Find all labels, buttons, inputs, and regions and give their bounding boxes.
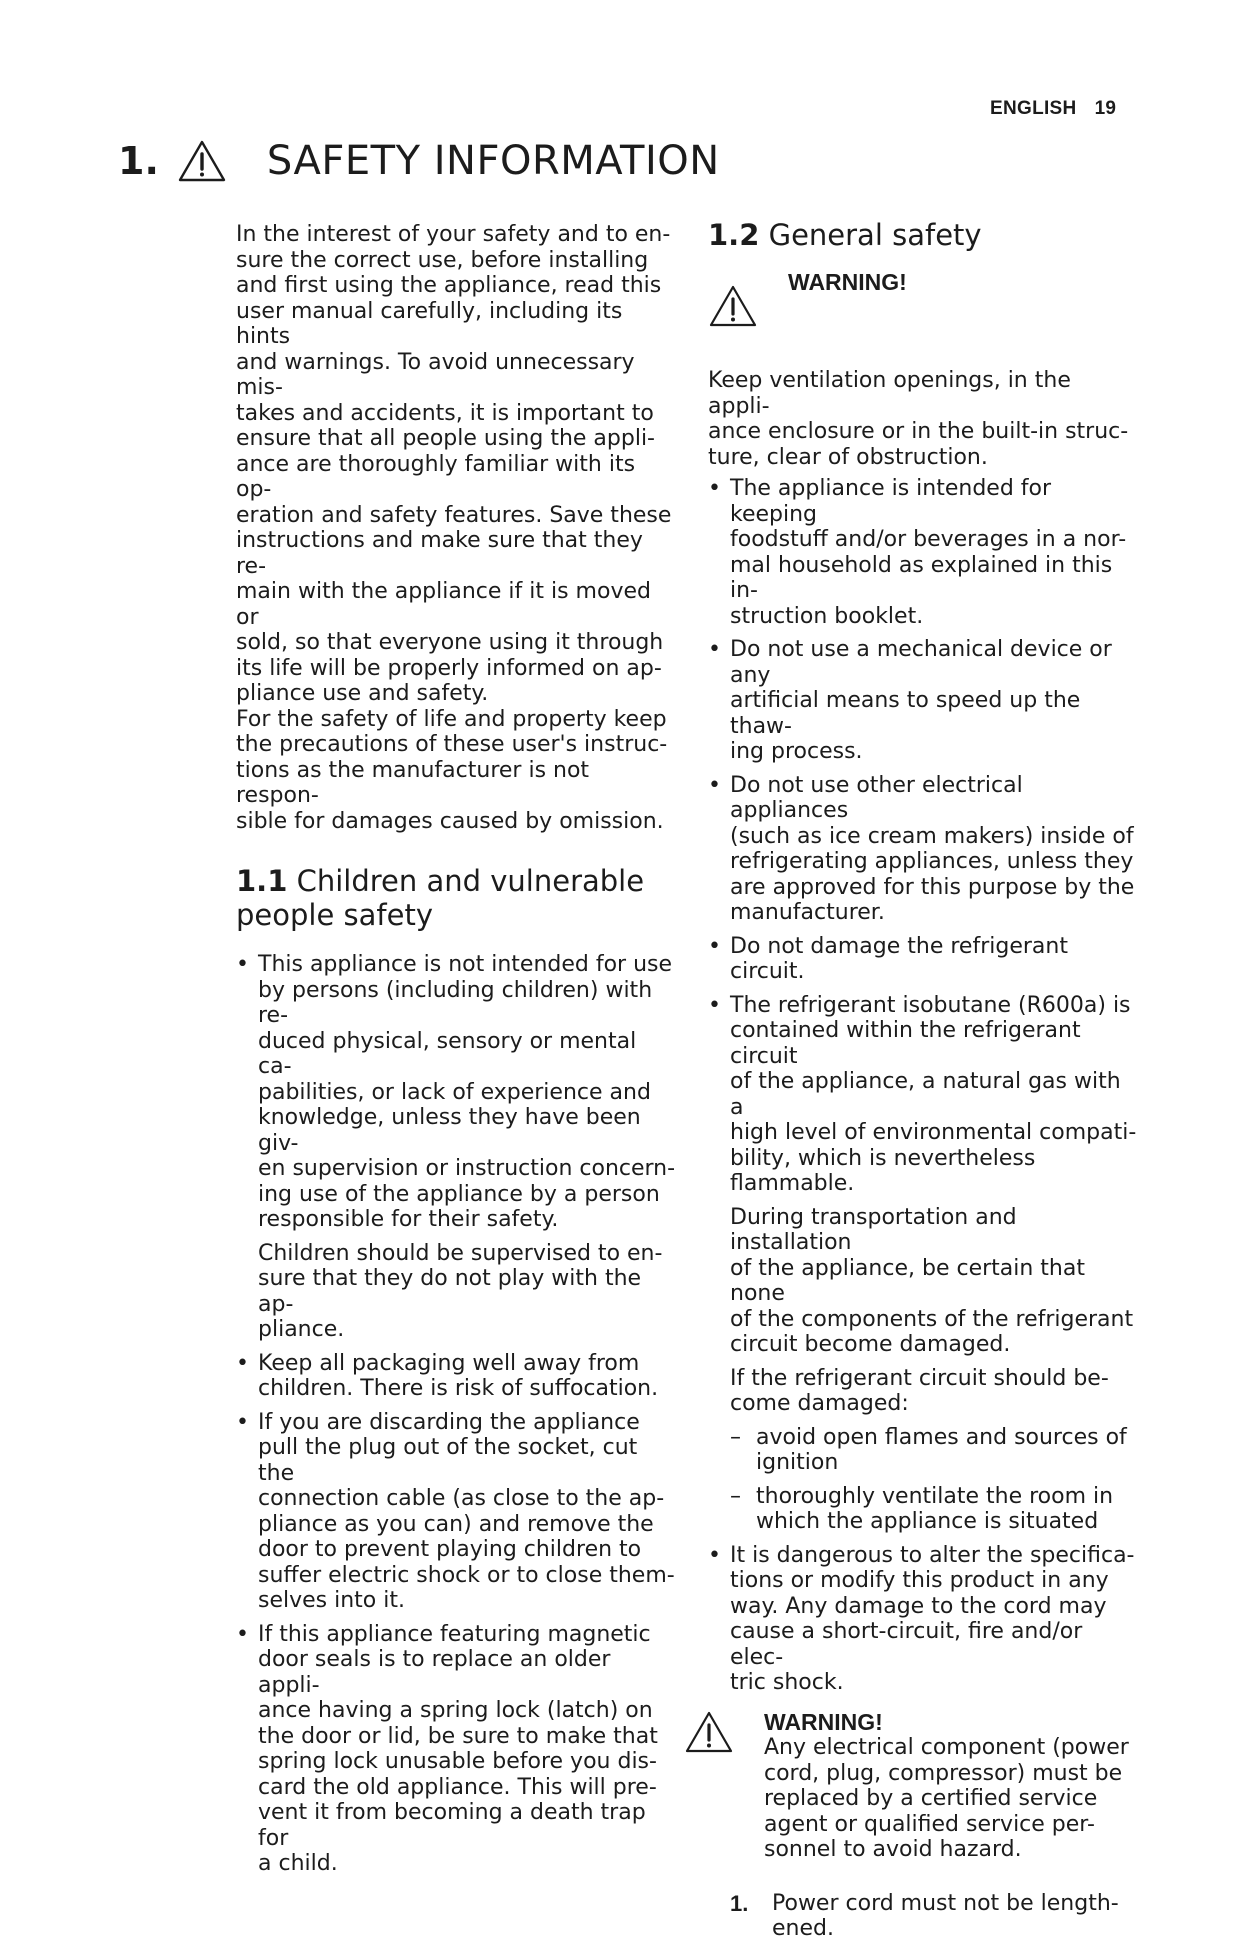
numbered-item [730,1891,1138,1942]
language-label: ENGLISH [990,98,1077,119]
list-item-text: • Keep all packaging well away from children. There is risk of suffocation. [258,1350,659,1401]
warning-block [708,270,1138,328]
warning-text: Any electrical component (power cord, plug, compressor) must be replaced by a certified service agent or qualified service per- sonnel to avoid hazard. [764,1735,1129,1862]
item-text: Power cord must not be length- ened. [772,1890,1119,1941]
dash-item: – avoid open flames and sources of ignition [730,1425,1138,1476]
intro-paragraph: In the interest of your safety and to en- sure the correct use, before installing and first using the appliance, read this user manual carefully, including its hints and warnings. To avoid unnecessary mis- takes and accidents, it is important to ensure that all people using the appli- ance are thoroughly familiar with its op- eration and safety features. Save these instructions and make sure that they re- main with the appliance if it is moved or sold, so that everyone using it through its life will be properly informed on ap- pliance use and safety. [236,222,672,706]
warning-triangle-icon [177,139,227,183]
list-item [708,476,1138,629]
page-header [990,98,1116,120]
warning-triangle-icon [684,1710,734,1754]
children-safety-list [236,952,676,1877]
warning-block [708,1710,1138,1863]
warning-body [788,270,907,296]
left-column [236,222,676,1885]
general-safety-list [708,476,1138,1696]
section-title: Children and vulnerable people safety [236,864,645,932]
list-item [708,637,1138,765]
chapter-title: SAFETY INFORMATION [266,138,720,184]
warning-label: WARNING! [764,1708,883,1735]
list-item-text: • Do not damage the refrigerant circuit. [730,933,1068,984]
list-item [236,952,676,1343]
list-item [236,1410,676,1614]
item-number: 1. [730,1890,749,1916]
list-item-text: • It is dangerous to alter the specifica- tions or modify this product in any way. Any damage to the cord may cause a short-circuit, fire and/or elec- tric shock. [730,1542,1135,1695]
right-column [708,218,1138,1942]
intro-paragraph-2: For the safety of life and property keep the precautions of these user's instruc- tions as the manufacturer is not respon- sible for damages caused by omission. [236,706,668,834]
list-item-text: • If this appliance featuring magnetic door seals is to replace an older appli- ance having a spring lock (latch) on the door or lid, be sure to make that spring lock unusable before you dis- card the old appliance. This will pre- vent it from becoming a death trap for a child. [258,1621,658,1876]
list-item-text: • If you are discarding the appliance pull the plug out of the socket, cut the connection cable (as close to the ap- pliance as you can) and remove the door to prevent playing children to suffer electric shock or to close them- selves into it. [258,1409,675,1613]
list-item [708,1543,1138,1696]
list-item-text: • The refrigerant isobutane (R600a) is contained within the refrigerant circuit of the appliance, a natural gas with a high level of environmental compati- bility, which is nevertheless flammable. [730,992,1137,1196]
dash-item: – thoroughly ventilate the room in which the appliance is situated [730,1484,1138,1535]
list-item-text: • Do not use other electrical appliances (such as ice cream makers) inside of refrigerating appliances, unless they are approved for this purpose by the manufacturer. [730,772,1135,925]
list-item [236,1622,676,1877]
list-item-text: • Do not use a mechanical device or any artificial means to speed up the thaw- ing process. [730,637,1112,764]
list-item-text: • This appliance is not intended for use by persons (including children) with re- duced physical, sensory or mental ca- pabilities, or lack of experience and knowledge, unless they have been giv- en supervision or instruction concern- ing use of the appliance by a person responsible for their safety. [258,952,676,1232]
section-number: 1.1 [236,864,288,898]
chapter-number: 1. [118,139,159,183]
list-item-note: During transportation and installation of the appliance, be certain that none of the components of the refrigerant circuit become damaged. [730,1204,1134,1357]
chapter-heading [118,138,720,184]
numbered-list [730,1891,1138,1942]
list-item [708,773,1138,926]
ventilation-paragraph: Keep ventilation openings, in the appli- ance enclosure or in the built-in struc- ture, clear of obstruction. [708,368,1129,470]
list-item-note: If the refrigerant circuit should be- come damaged: [730,1365,1109,1416]
list-item [236,1351,676,1402]
list-item-note: Children should be supervised to en- sure that they do not play with the ap- pliance. [258,1240,663,1342]
section-number: 1.2 [708,218,760,252]
list-item [708,993,1138,1535]
section-heading-children-safety [236,864,676,932]
warning-label: WARNING! [788,269,907,295]
section-heading-general-safety [708,218,1138,252]
list-item-text: • The appliance is intended for keeping foodstuff and/or beverages in a nor- mal household as explained in this in- struction booklet. [730,476,1127,629]
dash-list [730,1425,1138,1535]
section-title: General safety [768,218,982,252]
list-item [708,934,1138,985]
warning-body [764,1710,1129,1863]
warning-triangle-icon [708,284,758,328]
page-number: 19 [1094,98,1117,119]
